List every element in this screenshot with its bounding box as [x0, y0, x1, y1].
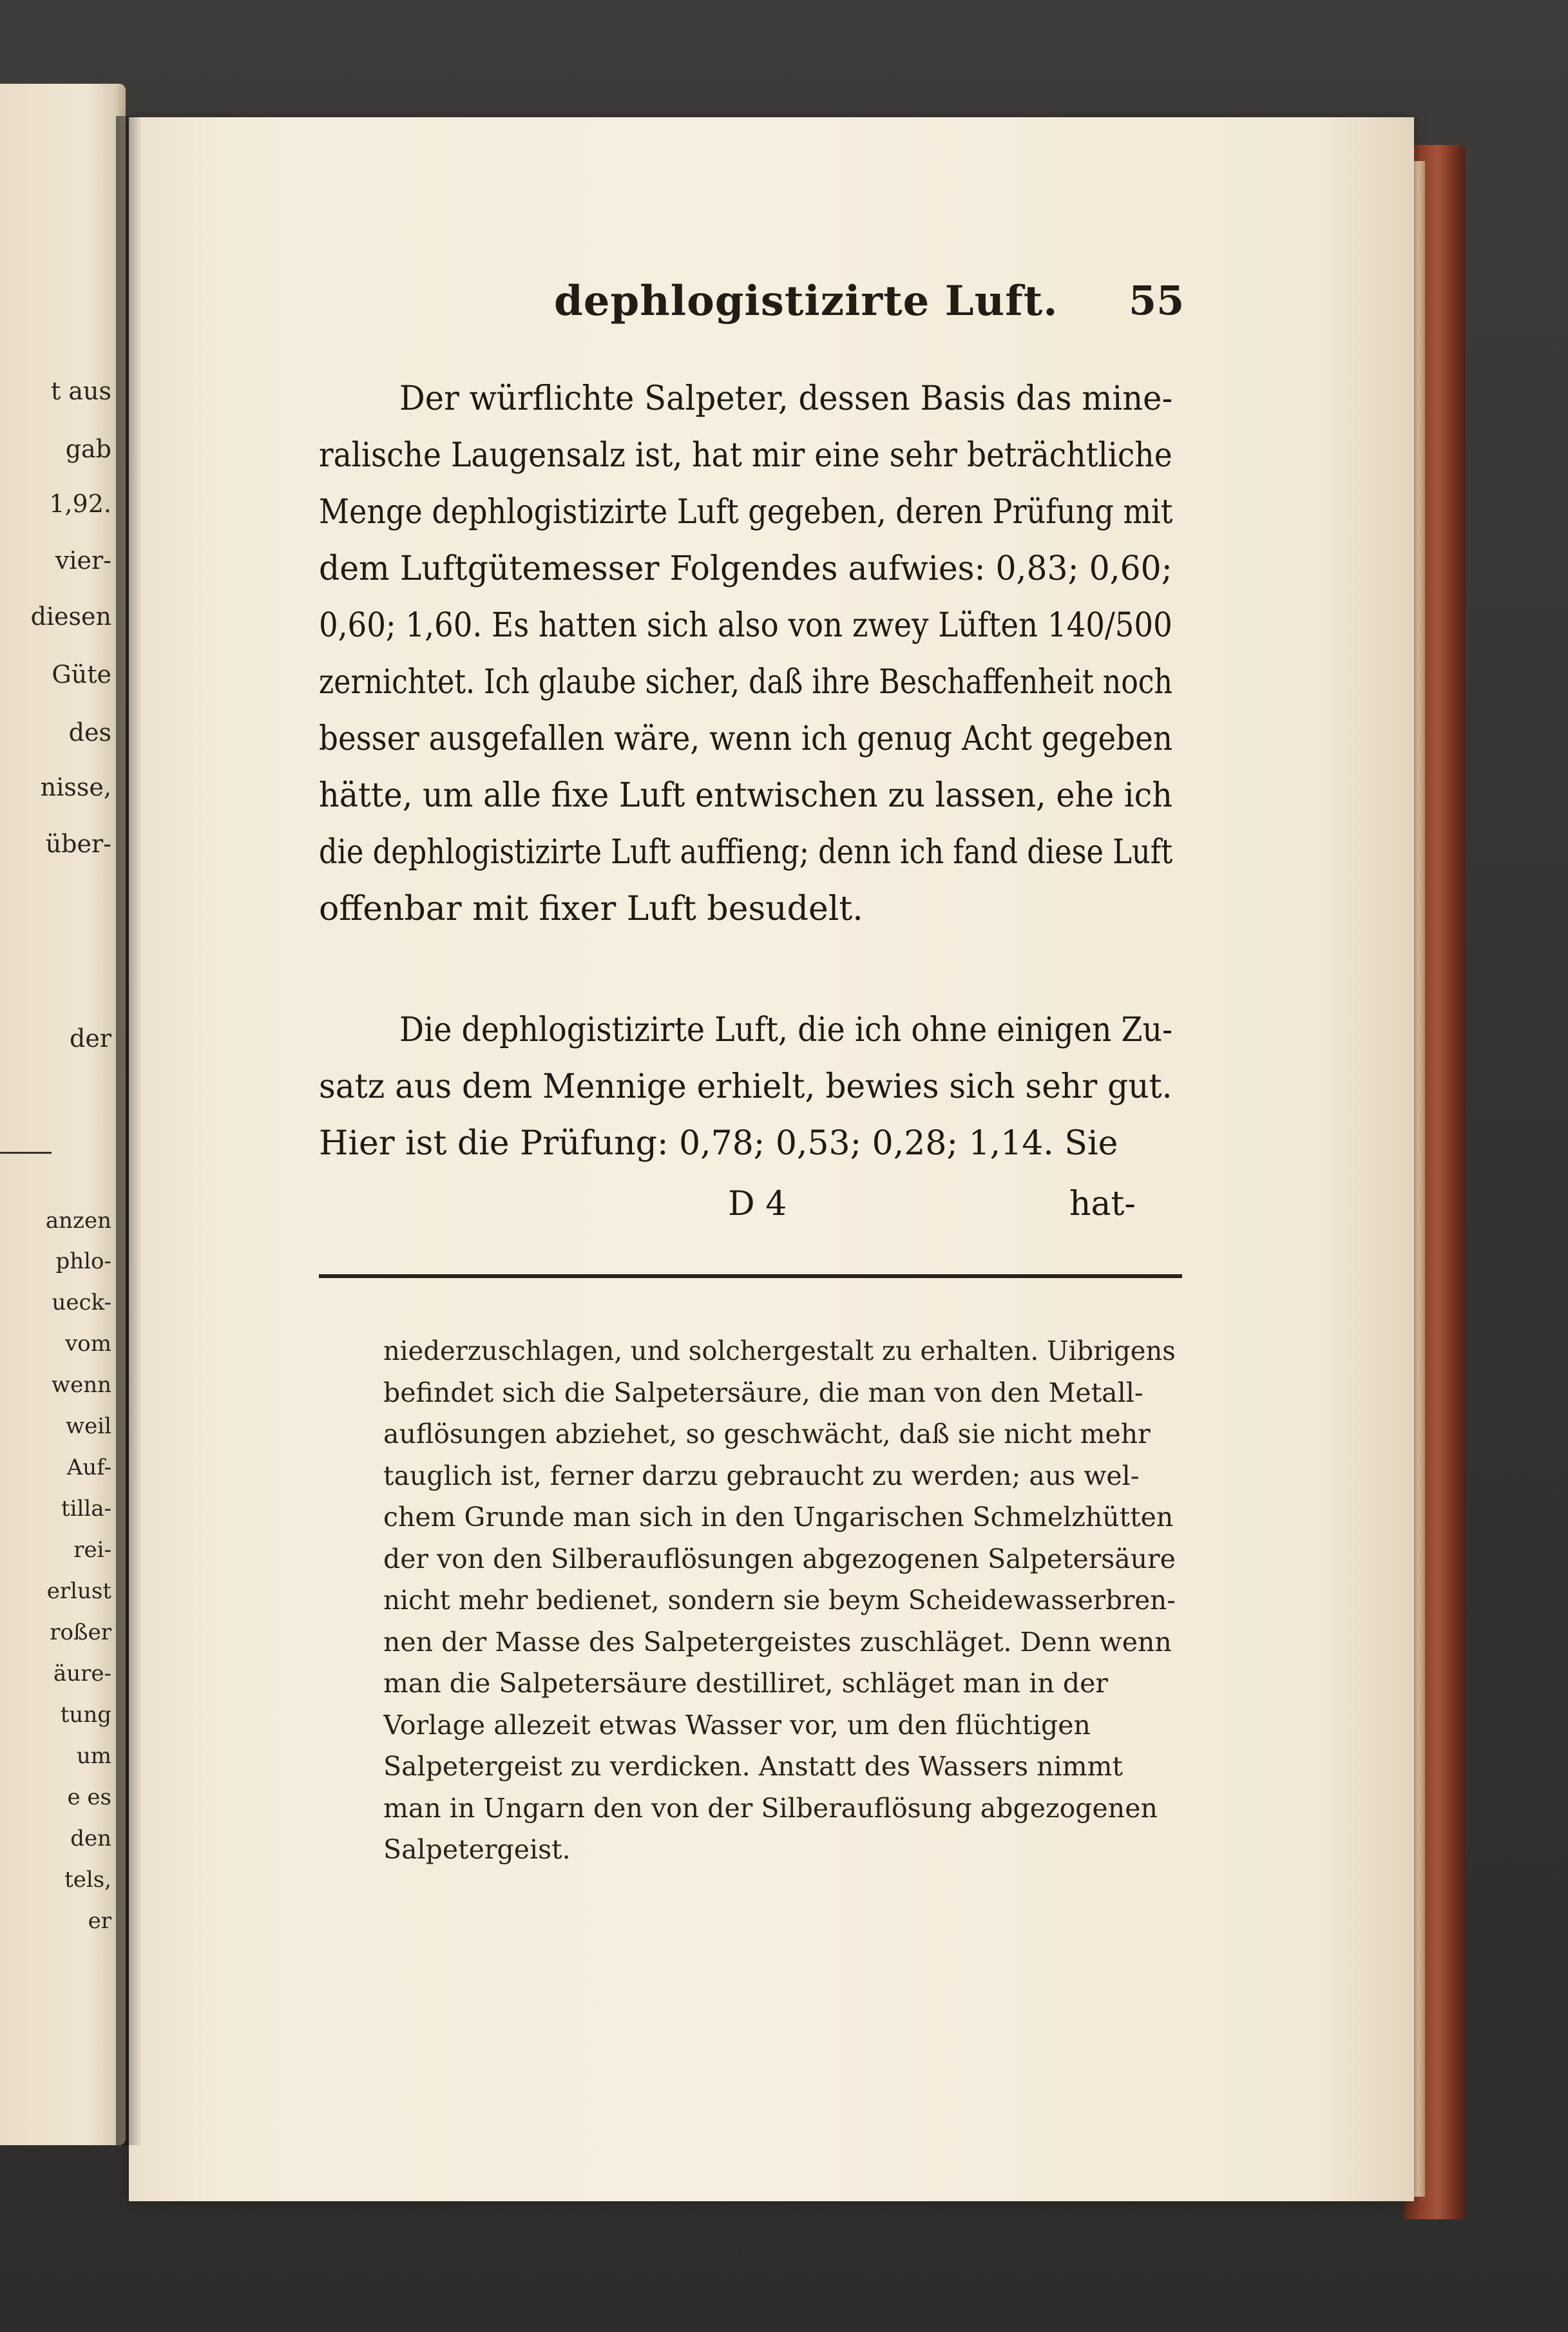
facing-page-text: roßer — [50, 1620, 111, 1645]
footnote-line: befindet sich die Salpetersäure, die man von den Metall- — [383, 1377, 1143, 1408]
facing-page-text: tilla- — [61, 1496, 111, 1522]
text-line: zernichtet. Ich glaube sicher, daß ihre Beschaffenheit noch — [319, 663, 1172, 702]
facing-page-text: über- — [45, 830, 111, 858]
text-line: ralische Laugensalz ist, hat mir eine sehr beträchtliche — [319, 436, 1172, 475]
facing-page-text: gab — [65, 435, 111, 463]
footnote-line: tauglich ist, ferner darzu gebraucht zu werden; aus wel- — [383, 1460, 1140, 1491]
facing-page-text: den — [70, 1826, 111, 1851]
footnote-line: man die Salpetersäure destilliret, schläget man in der — [383, 1668, 1108, 1699]
footnote-line: nen der Masse des Salpetergeistes zuschläget. Denn wenn — [383, 1626, 1172, 1658]
footnote-rule — [319, 1274, 1182, 1278]
footnote-line: chem Grunde man sich in den Ungarischen Schmelzhütten — [383, 1502, 1174, 1533]
facing-page-text: er — [88, 1908, 111, 1934]
facing-page-text: e es — [67, 1784, 111, 1810]
footnote-line: Salpetergeist. — [383, 1834, 571, 1865]
text-line: besser ausgefallen wäre, wenn ich genug Acht gegeben — [319, 720, 1172, 758]
text-line: die dephlogistizirte Luft auffieng; denn ich fand diese Luft — [319, 833, 1172, 872]
facing-page-text: 1,92. — [49, 490, 111, 518]
text-line: offenbar mit fixer Luft besudelt. — [319, 890, 863, 928]
facing-page-text: um — [76, 1743, 111, 1769]
facing-page — [0, 84, 126, 2145]
text-line: hätte, um alle fixe Luft entwischen zu lassen, ehe ich — [319, 776, 1172, 815]
facing-page-text: tels, — [64, 1867, 111, 1893]
footnote-line: der von den Silberauflösungen abgezogenen Salpetersäure — [383, 1543, 1176, 1574]
signature-mark: D 4 — [728, 1185, 787, 1223]
facing-page-text: der — [70, 1024, 111, 1053]
facing-page-text: tung — [60, 1702, 111, 1728]
facing-page-text: Güte — [52, 660, 111, 689]
footnote-line: nicht mehr bedienet, sondern sie beym Scheidewasserbren- — [383, 1585, 1176, 1616]
footnote-line: niederzuschlagen, und solchergestalt zu erhalten. Uibrigens — [383, 1335, 1176, 1366]
facing-page-text: weil — [66, 1413, 111, 1439]
facing-page-text: phlo- — [55, 1248, 111, 1274]
footnote-line: Salpetergeist zu verdicken. Anstatt des Wassers nimmt — [383, 1751, 1123, 1782]
facing-page-text: vom — [65, 1331, 111, 1357]
facing-page-rule — [0, 1152, 52, 1154]
footnote — [383, 1330, 1176, 1871]
footnote-line: man in Ungarn den von der Silberauflösung abgezogenen — [383, 1792, 1158, 1824]
running-title: dephlogistizirte Luft. — [554, 277, 1058, 325]
paragraph-2 — [319, 1002, 1172, 1172]
facing-page-text: diesen — [30, 602, 111, 631]
text-line: satz aus dem Mennige erhielt, bewies sich sehr gut. — [319, 1067, 1172, 1106]
catchword: hat- — [1069, 1185, 1136, 1223]
text-line: Der würflichte Salpeter, dessen Basis das mine- — [399, 379, 1172, 418]
facing-page-text: Auf- — [66, 1455, 111, 1480]
facing-page-text: nisse, — [40, 773, 111, 801]
footnote-line: Vorlage allezeit etwas Wasser vor, um den flüchtigen — [383, 1709, 1091, 1741]
text-line: Die dephlogistizirte Luft, die ich ohne einigen Zu- — [399, 1011, 1172, 1049]
facing-page-text: t aus — [51, 377, 111, 405]
facing-page-text: vier- — [55, 546, 111, 575]
facing-page-text: äure- — [53, 1661, 111, 1687]
facing-page-text: rei- — [73, 1537, 111, 1563]
text-line: 0,60; 1,60. Es hatten sich also von zwey Lüften 140/500 — [319, 606, 1172, 645]
text-line: dem Luftgütemesser Folgendes aufwies: 0,83; 0,60; — [319, 550, 1172, 588]
text-line: Hier ist die Prüfung: 0,78; 0,53; 0,28; 1,14. Sie — [319, 1124, 1118, 1163]
footnote-line: auflösungen abziehet, so geschwächt, daß sie nicht mehr — [383, 1419, 1151, 1449]
facing-page-text: anzen — [45, 1208, 111, 1234]
text-line: Menge dephlogistizirte Luft gegeben, deren Prüfung mit — [319, 493, 1172, 531]
gutter-shadow — [116, 116, 142, 2145]
page-number: 55 — [1129, 277, 1185, 324]
facing-page-text: des — [68, 718, 111, 747]
paragraph-1 — [319, 370, 1172, 937]
facing-page-text: ueck- — [52, 1290, 111, 1315]
facing-page-text: wenn — [51, 1372, 111, 1398]
facing-page-text: erlust — [46, 1578, 111, 1604]
